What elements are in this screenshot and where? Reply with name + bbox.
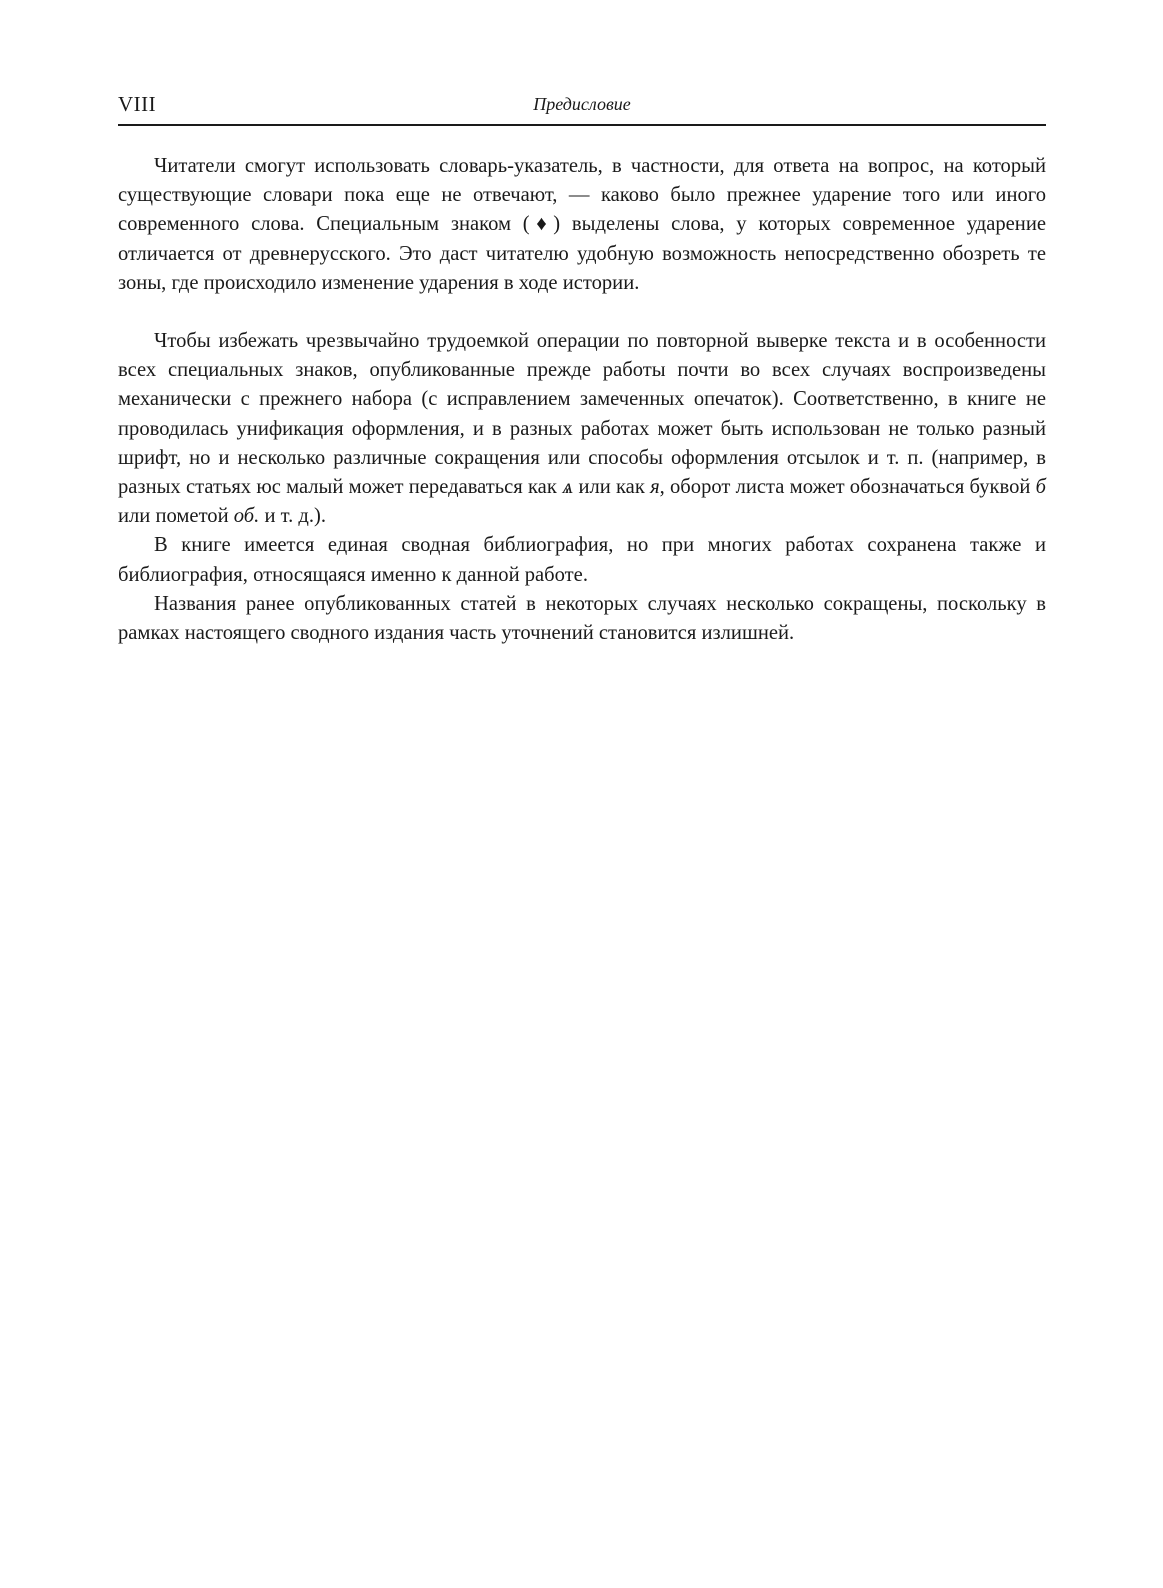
text-run: или пометой bbox=[118, 505, 234, 528]
book-page bbox=[118, 90, 1046, 648]
italic-run: я bbox=[650, 476, 660, 499]
italic-run: б bbox=[1035, 476, 1047, 499]
paragraph bbox=[118, 327, 1046, 531]
text-run: Читатели смогут использовать словарь-указатель, в частности, для ответа на вопрос, на который существующие словари пока еще не отвечают, — каково было прежнее ударение того или иного современного слова. Специальным знаком (♦) выделены слова, у которых современное ударение отличается от древнерусского. Это даст читателю удобную возможность непосредственно обозреть те зоны, где происходило изменение ударения в ходе истории. bbox=[118, 155, 1046, 294]
italic-run: ѧ bbox=[562, 476, 574, 499]
page-number: VIII bbox=[118, 92, 157, 116]
text-run: В книге имеется единая сводная библиография, но при многих работах сохранена также и библиография, относящаяся именно к данной работе. bbox=[118, 534, 1046, 586]
running-head bbox=[118, 90, 1046, 126]
text-run: Чтобы избежать чрезвычайно трудоемкой операции по повторной выверке текста и в особенности всех специальных знаков, опубликованные прежде работы почти во всех случаях воспроизведены механически с прежнего набора (с исправлением замеченных опечаток). Соответственно, в книге не проводилась унификация оформления, и в разных работах может быть использован не только разный шрифт, но и несколько различные сокращения или способы оформления отсылок и т. п. (например, в разных статьях юс малый может передаваться как bbox=[118, 330, 1046, 499]
text-run: и т. д.). bbox=[259, 505, 326, 528]
paragraph bbox=[118, 531, 1046, 589]
text-run: , оборот листа может обозначаться буквой bbox=[659, 476, 1036, 499]
paragraph bbox=[118, 590, 1046, 648]
running-title: Предисловие bbox=[533, 94, 631, 114]
text-run: или как bbox=[573, 476, 651, 499]
italic-run: об. bbox=[233, 505, 260, 528]
body-text bbox=[118, 152, 1046, 648]
text-run: Названия ранее опубликованных статей в некоторых случаях несколько сокращены, поскольку в рамках настоящего сводного издания часть уточнений становится излишней. bbox=[118, 592, 1046, 645]
paragraph bbox=[118, 152, 1046, 298]
